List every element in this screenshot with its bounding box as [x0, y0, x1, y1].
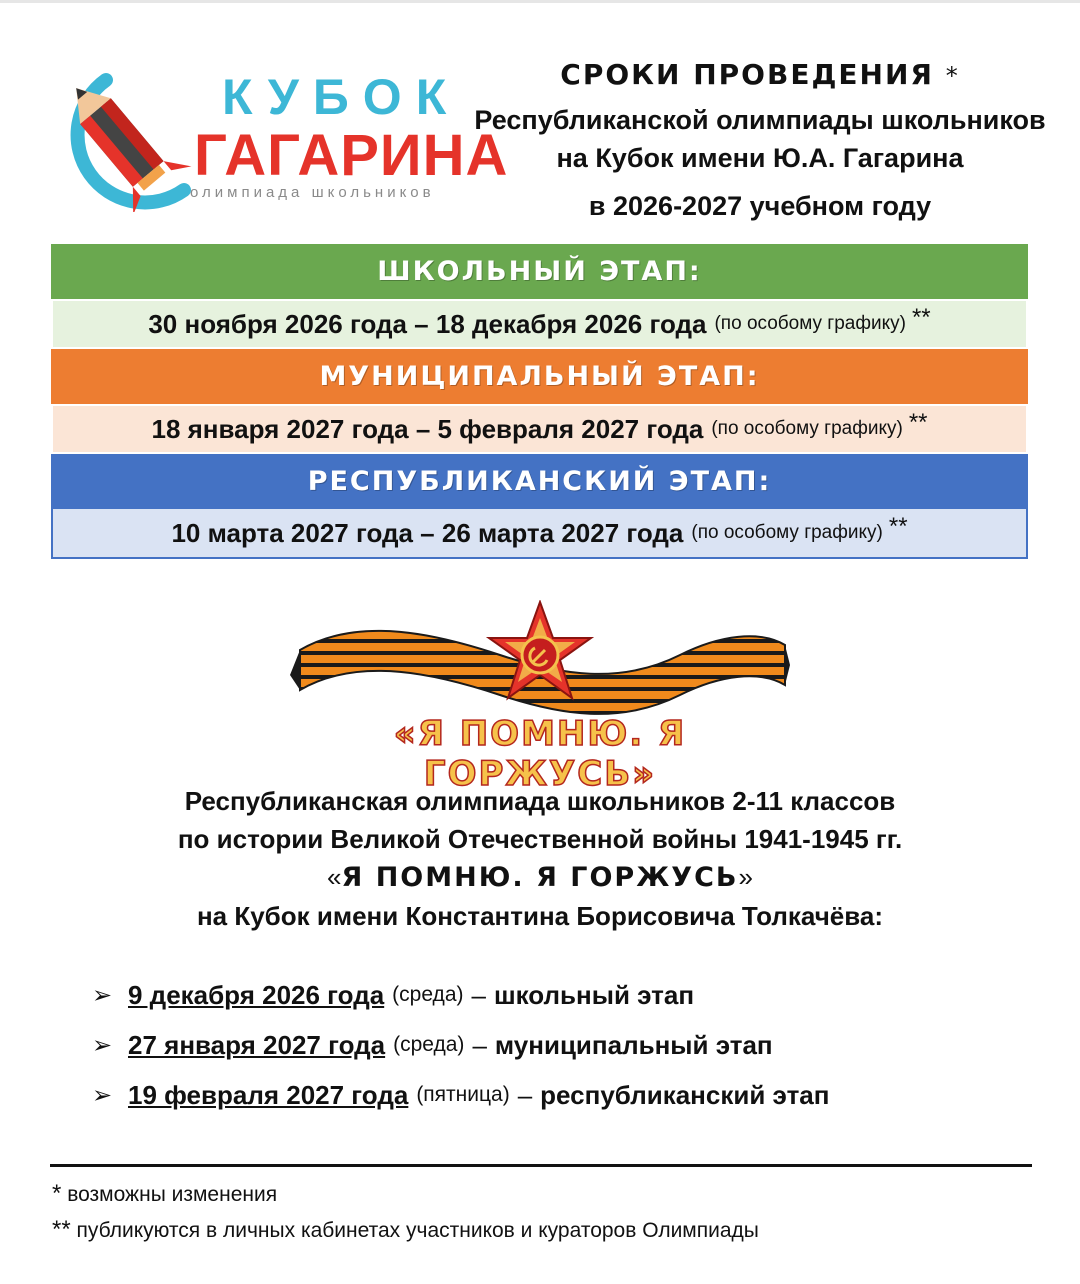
footnote-mark: *	[52, 1180, 62, 1207]
olympiad-line4: на Кубок имени Константина Борисовича Толкачёва:	[196, 901, 884, 931]
ya-pomnyu-emblem	[290, 600, 790, 794]
rocket-pencil-icon	[44, 62, 204, 212]
olympiad-motto-line	[100, 858, 980, 897]
date-value: 9 декабря 2026 года	[128, 979, 385, 1010]
header-line2: на Кубок имени Ю.А. Гагарина	[556, 143, 964, 173]
list-item	[92, 1020, 992, 1070]
stage-school-stars: **	[911, 304, 931, 331]
stage-republic-stars: **	[888, 513, 908, 540]
stage-school-row	[51, 299, 1028, 349]
stage-republic-row	[51, 509, 1028, 559]
stage-name: республиканский этап	[540, 1079, 830, 1110]
stages-table	[51, 244, 1028, 559]
footnote-text: публикуются в личных кабинетах участников и кураторов Олимпиады	[76, 1219, 759, 1242]
logo-line2: ГАГАРИНА	[194, 123, 509, 188]
footnote-2	[52, 1216, 759, 1244]
stage-name: школьный этап	[493, 979, 695, 1010]
list-item	[92, 1070, 992, 1120]
top-divider	[0, 0, 1080, 3]
olympiad-description	[100, 782, 980, 935]
header-title-text: СРОКИ ПРОВЕДЕНИЯ	[560, 58, 934, 91]
footnote-divider	[50, 1164, 1032, 1167]
dates-list	[92, 970, 992, 1120]
arrow-bullet-icon: ➢	[92, 1081, 113, 1109]
stage-municipal-dates: 18 января 2027 года – 5 февраля 2027 года	[151, 413, 704, 444]
hammer-sickle-icon	[527, 642, 553, 668]
list-item	[92, 970, 992, 1020]
dash: –	[517, 1079, 533, 1110]
logo-line1: КУБОК	[222, 69, 461, 125]
weekday: (пятница)	[416, 1083, 510, 1106]
stage-municipal-note: (по особому графику)	[711, 418, 903, 439]
header-title-star: *	[945, 62, 960, 90]
quote-close: »	[738, 862, 753, 892]
kubok-gagarina-logo	[44, 62, 509, 212]
stage-school-note: (по особому графику)	[714, 313, 906, 334]
stage-municipal-title: МУНИЦИПАЛЬНЫЙ ЭТАП:	[51, 349, 1028, 404]
quote-open: «	[327, 862, 342, 892]
date-value: 19 февраля 2027 года	[128, 1079, 409, 1110]
stage-municipal-row	[51, 404, 1028, 454]
stage-name: муниципальный этап	[494, 1029, 773, 1060]
stage-municipal-stars: **	[908, 409, 928, 436]
emblem-text: «Я ПОМНЮ. Я ГОРЖУСЬ»	[393, 714, 687, 794]
logo-subtitle: олимпиада школьников	[190, 184, 435, 201]
footnote-1	[52, 1180, 277, 1208]
header-title	[470, 58, 1050, 91]
arrow-bullet-icon: ➢	[92, 981, 113, 1009]
weekday: (среда)	[393, 1033, 465, 1056]
date-value: 27 января 2027 года	[128, 1029, 386, 1060]
dash: –	[472, 1029, 487, 1060]
header-line3: в 2026-2027 учебном году	[588, 191, 932, 221]
stage-school-title: ШКОЛЬНЫЙ ЭТАП:	[51, 244, 1028, 299]
dash: –	[471, 979, 486, 1010]
header-line1: Республиканской олимпиады школьников	[474, 105, 1046, 135]
footnote-mark: **	[52, 1216, 71, 1243]
olympiad-line2: по истории Великой Отечественной войны 1941-1945 гг.	[177, 824, 903, 854]
stage-school-dates: 30 ноября 2026 года – 18 декабря 2026 года	[148, 308, 707, 339]
arrow-bullet-icon: ➢	[92, 1031, 113, 1059]
schedule-header	[470, 58, 1050, 225]
stage-republic-note: (по особому графику)	[691, 522, 883, 543]
olympiad-line1: Республиканская олимпиада школьников 2-11 классов	[184, 786, 896, 816]
olympiad-motto: Я ПОМНЮ. Я ГОРЖУСЬ	[341, 862, 739, 893]
stage-republic-dates: 10 марта 2027 года – 26 марта 2027 года	[171, 517, 684, 548]
weekday: (среда)	[392, 983, 464, 1006]
footnote-text: возможны изменения	[67, 1183, 278, 1206]
stage-republic-title: РЕСПУБЛИКАНСКИЙ ЭТАП:	[51, 454, 1028, 509]
